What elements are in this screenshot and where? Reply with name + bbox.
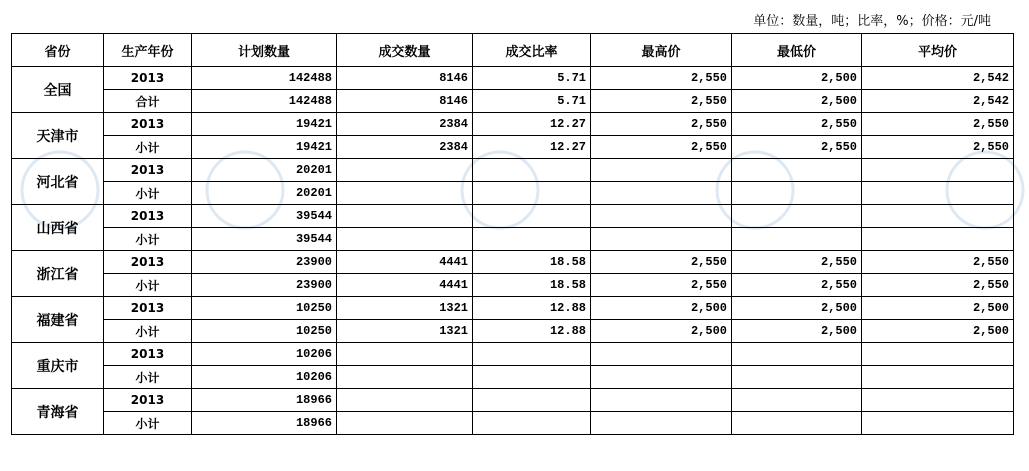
- min-price-cell: 2,550: [732, 274, 862, 297]
- trade-ratio-cell: [473, 412, 591, 435]
- unit-note: 单位：数量，吨；比率，%；价格：元/吨: [753, 14, 991, 29]
- max-price-cell: [591, 228, 732, 251]
- max-price-cell: [591, 205, 732, 228]
- year-cell: 2013: [104, 113, 192, 136]
- year-cell: 2013: [104, 67, 192, 90]
- min-price-cell: 2,500: [732, 67, 862, 90]
- min-price-cell: [732, 205, 862, 228]
- traded-qty-cell: [337, 182, 473, 205]
- traded-qty-cell: [337, 205, 473, 228]
- province-cell: 河北省: [12, 159, 104, 205]
- planned-qty-cell: 20201: [192, 159, 337, 182]
- avg-price-cell: [862, 205, 1014, 228]
- traded-qty-cell: [337, 159, 473, 182]
- table-row: [12, 228, 1014, 251]
- trade-ratio-cell: 12.88: [473, 297, 591, 320]
- max-price-cell: [591, 389, 732, 412]
- traded-qty-cell: [337, 343, 473, 366]
- header-avg-price: 平均价: [862, 34, 1014, 67]
- trade-ratio-cell: 5.71: [473, 90, 591, 113]
- trade-ratio-cell: 12.27: [473, 113, 591, 136]
- year-cell: 2013: [104, 389, 192, 412]
- traded-qty-cell: [337, 228, 473, 251]
- planned-qty-cell: 23900: [192, 274, 337, 297]
- avg-price-cell: 2,550: [862, 113, 1014, 136]
- year-cell: 小计: [104, 228, 192, 251]
- planned-qty-cell: 39544: [192, 228, 337, 251]
- trade-ratio-cell: [473, 205, 591, 228]
- header-year: 生产年份: [104, 34, 192, 67]
- table-row: [12, 389, 1014, 412]
- planned-qty-cell: 10206: [192, 343, 337, 366]
- min-price-cell: [732, 182, 862, 205]
- table-body: [12, 67, 1014, 435]
- min-price-cell: 2,500: [732, 320, 862, 343]
- avg-price-cell: 2,550: [862, 274, 1014, 297]
- table-row: [12, 90, 1014, 113]
- max-price-cell: [591, 159, 732, 182]
- table-header-row: [12, 34, 1014, 67]
- min-price-cell: 2,550: [732, 113, 862, 136]
- year-cell: 小计: [104, 136, 192, 159]
- planned-qty-cell: 10206: [192, 366, 337, 389]
- header-max-price: 最高价: [591, 34, 732, 67]
- table-row: [12, 159, 1014, 182]
- trade-ratio-cell: 5.71: [473, 67, 591, 90]
- max-price-cell: 2,550: [591, 251, 732, 274]
- traded-qty-cell: 4441: [337, 274, 473, 297]
- planned-qty-cell: 18966: [192, 389, 337, 412]
- province-cell: 全国: [12, 67, 104, 113]
- max-price-cell: 2,550: [591, 113, 732, 136]
- min-price-cell: 2,550: [732, 251, 862, 274]
- header-province: 省份: [12, 34, 104, 67]
- trade-ratio-cell: 12.27: [473, 136, 591, 159]
- planned-qty-cell: 18966: [192, 412, 337, 435]
- table-row: [12, 251, 1014, 274]
- min-price-cell: [732, 343, 862, 366]
- planned-qty-cell: 10250: [192, 297, 337, 320]
- avg-price-cell: 2,500: [862, 320, 1014, 343]
- traded-qty-cell: 2384: [337, 113, 473, 136]
- avg-price-cell: [862, 343, 1014, 366]
- avg-price-cell: [862, 159, 1014, 182]
- traded-qty-cell: 8146: [337, 90, 473, 113]
- max-price-cell: 2,500: [591, 297, 732, 320]
- max-price-cell: [591, 182, 732, 205]
- max-price-cell: 2,550: [591, 274, 732, 297]
- header-traded: 成交数量: [337, 34, 473, 67]
- avg-price-cell: [862, 228, 1014, 251]
- avg-price-cell: 2,542: [862, 90, 1014, 113]
- trade-ratio-cell: [473, 159, 591, 182]
- province-cell: 青海省: [12, 389, 104, 435]
- table-row: [12, 297, 1014, 320]
- avg-price-cell: [862, 366, 1014, 389]
- province-cell: 浙江省: [12, 251, 104, 297]
- avg-price-cell: [862, 412, 1014, 435]
- year-cell: 小计: [104, 182, 192, 205]
- table-row: [12, 113, 1014, 136]
- min-price-cell: 2,500: [732, 90, 862, 113]
- planned-qty-cell: 20201: [192, 182, 337, 205]
- year-cell: 小计: [104, 274, 192, 297]
- avg-price-cell: 2,500: [862, 297, 1014, 320]
- province-cell: 重庆市: [12, 343, 104, 389]
- max-price-cell: [591, 412, 732, 435]
- traded-qty-cell: 4441: [337, 251, 473, 274]
- header-min-price: 最低价: [732, 34, 862, 67]
- trade-ratio-cell: [473, 389, 591, 412]
- planned-qty-cell: 142488: [192, 90, 337, 113]
- header-ratio: 成交比率: [473, 34, 591, 67]
- planned-qty-cell: 19421: [192, 113, 337, 136]
- planned-qty-cell: 142488: [192, 67, 337, 90]
- avg-price-cell: [862, 389, 1014, 412]
- trade-ratio-cell: 18.58: [473, 274, 591, 297]
- avg-price-cell: 2,542: [862, 67, 1014, 90]
- year-cell: 小计: [104, 366, 192, 389]
- max-price-cell: [591, 366, 732, 389]
- table-row: [12, 412, 1014, 435]
- table-row: [12, 136, 1014, 159]
- header-planned: 计划数量: [192, 34, 337, 67]
- table-row: [12, 343, 1014, 366]
- trade-ratio-cell: [473, 182, 591, 205]
- year-cell: 2013: [104, 205, 192, 228]
- traded-qty-cell: 1321: [337, 297, 473, 320]
- min-price-cell: 2,550: [732, 136, 862, 159]
- max-price-cell: 2,500: [591, 320, 732, 343]
- avg-price-cell: 2,550: [862, 136, 1014, 159]
- province-cell: 山西省: [12, 205, 104, 251]
- year-cell: 小计: [104, 320, 192, 343]
- min-price-cell: [732, 366, 862, 389]
- traded-qty-cell: 8146: [337, 67, 473, 90]
- planned-qty-cell: 19421: [192, 136, 337, 159]
- avg-price-cell: 2,550: [862, 251, 1014, 274]
- planned-qty-cell: 39544: [192, 205, 337, 228]
- trade-ratio-cell: 12.88: [473, 320, 591, 343]
- max-price-cell: 2,550: [591, 67, 732, 90]
- year-cell: 2013: [104, 251, 192, 274]
- year-cell: 合计: [104, 90, 192, 113]
- min-price-cell: 2,500: [732, 297, 862, 320]
- trade-ratio-cell: 18.58: [473, 251, 591, 274]
- min-price-cell: [732, 159, 862, 182]
- traded-qty-cell: [337, 412, 473, 435]
- year-cell: 2013: [104, 297, 192, 320]
- table-row: [12, 67, 1014, 90]
- trade-table: [11, 33, 1014, 435]
- traded-qty-cell: 2384: [337, 136, 473, 159]
- planned-qty-cell: 10250: [192, 320, 337, 343]
- year-cell: 2013: [104, 343, 192, 366]
- max-price-cell: [591, 343, 732, 366]
- traded-qty-cell: 1321: [337, 320, 473, 343]
- year-cell: 2013: [104, 159, 192, 182]
- avg-price-cell: [862, 182, 1014, 205]
- min-price-cell: [732, 228, 862, 251]
- max-price-cell: 2,550: [591, 90, 732, 113]
- province-cell: 福建省: [12, 297, 104, 343]
- max-price-cell: 2,550: [591, 136, 732, 159]
- traded-qty-cell: [337, 366, 473, 389]
- min-price-cell: [732, 389, 862, 412]
- year-cell: 小计: [104, 412, 192, 435]
- min-price-cell: [732, 412, 862, 435]
- traded-qty-cell: [337, 389, 473, 412]
- table-row: [12, 366, 1014, 389]
- province-cell: 天津市: [12, 113, 104, 159]
- trade-ratio-cell: [473, 228, 591, 251]
- planned-qty-cell: 23900: [192, 251, 337, 274]
- trade-ratio-cell: [473, 343, 591, 366]
- table-row: [12, 320, 1014, 343]
- table-row: [12, 182, 1014, 205]
- trade-ratio-cell: [473, 366, 591, 389]
- table-row: [12, 274, 1014, 297]
- table-row: [12, 205, 1014, 228]
